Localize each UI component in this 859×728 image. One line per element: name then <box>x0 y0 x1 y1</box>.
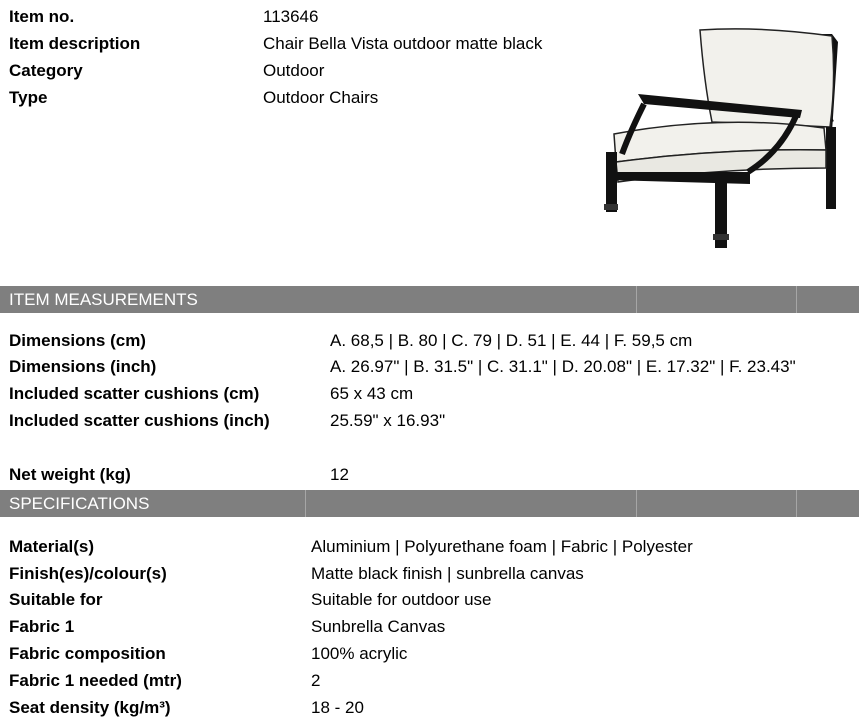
band-divider <box>636 286 637 313</box>
fabric-composition-label: Fabric composition <box>9 644 166 663</box>
scatter-cushions-inch-value: 25.59" x 16.93" <box>330 411 446 430</box>
scatter-cushions-inch-label: Included scatter cushions (inch) <box>9 411 270 430</box>
specification-row <box>0 613 859 640</box>
fabric-needed-label: Fabric 1 needed (mtr) <box>9 671 182 690</box>
category-label: Category <box>9 61 83 80</box>
specifications-title: SPECIFICATIONS <box>9 494 150 513</box>
specifications-section-header <box>0 490 859 517</box>
item-no-value: 113646 <box>263 7 319 26</box>
measurement-row <box>0 407 859 434</box>
specification-row <box>0 586 859 613</box>
item-description-label: Item description <box>9 34 141 53</box>
materials-value: Aluminium | Polyurethane foam | Fabric | Polyester <box>311 537 693 556</box>
measurement-row <box>0 380 859 407</box>
fabric-needed-value: 2 <box>311 671 321 690</box>
specification-row <box>0 667 859 694</box>
scatter-cushions-cm-label: Included scatter cushions (cm) <box>9 384 260 403</box>
band-divider <box>796 286 797 313</box>
net-weight-label: Net weight (kg) <box>9 465 131 484</box>
category-value: Outdoor <box>263 61 325 80</box>
suitable-for-label: Suitable for <box>9 590 103 609</box>
measurements-section-header <box>0 286 859 313</box>
band-divider <box>305 490 306 517</box>
fabric-1-value: Sunbrella Canvas <box>311 617 446 636</box>
dimensions-cm-value: A. 68,5 | B. 80 | C. 79 | D. 51 | E. 44 | F. 59,5 cm <box>330 331 693 350</box>
specification-row <box>0 640 859 667</box>
dimensions-cm-label: Dimensions (cm) <box>9 331 146 350</box>
seat-density-value: 18 - 20 <box>311 698 364 717</box>
dimensions-inch-label: Dimensions (inch) <box>9 357 157 376</box>
measurement-row <box>0 461 859 488</box>
item-description-value: Chair Bella Vista outdoor matte black <box>263 34 543 53</box>
net-weight-value: 12 <box>330 465 349 484</box>
type-label: Type <box>9 88 48 107</box>
measurement-row <box>0 327 859 354</box>
scatter-cushions-cm-value: 65 x 43 cm <box>330 384 414 403</box>
finish-colour-value: Matte black finish | sunbrella canvas <box>311 564 584 583</box>
dimensions-inch-value: A. 26.97" | B. 31.5" | C. 31.1" | D. 20.08" | E. 17.32" | F. 23.43" <box>330 357 796 376</box>
suitable-for-value: Suitable for outdoor use <box>311 590 492 609</box>
outdoor-chair-icon <box>600 22 855 254</box>
type-value: Outdoor Chairs <box>263 88 379 107</box>
specification-row <box>0 694 859 721</box>
finish-colour-label: Finish(es)/colour(s) <box>9 564 167 583</box>
measurement-row <box>0 353 859 380</box>
seat-density-label: Seat density (kg/m³) <box>9 698 171 717</box>
band-divider <box>796 490 797 517</box>
item-no-label: Item no. <box>9 7 75 26</box>
band-divider <box>636 490 637 517</box>
specification-row <box>0 533 859 560</box>
specification-row <box>0 560 859 587</box>
measurements-title: ITEM MEASUREMENTS <box>9 290 198 309</box>
fabric-1-label: Fabric 1 <box>9 617 75 636</box>
fabric-composition-value: 100% acrylic <box>311 644 408 663</box>
materials-label: Material(s) <box>9 537 95 556</box>
